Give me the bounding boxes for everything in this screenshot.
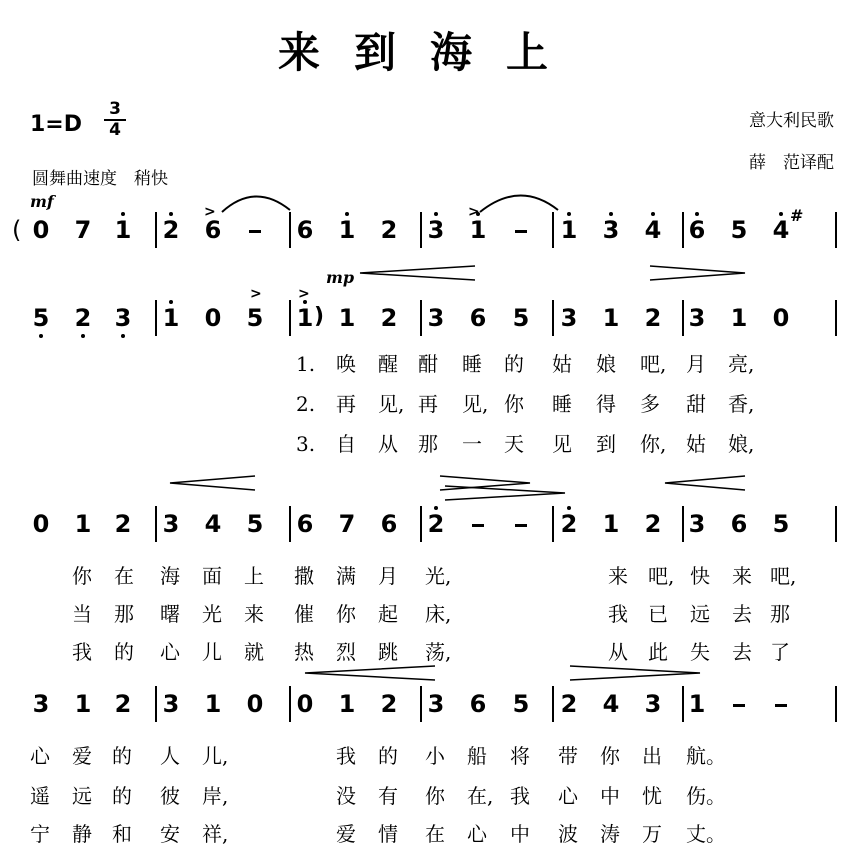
note: 3 [560, 304, 578, 332]
lyric-syllable: 安 [160, 822, 180, 846]
note: 3 [427, 216, 445, 244]
time-signature-top: 3 [109, 99, 121, 119]
lyric-syllable: 的 [112, 744, 132, 768]
lyric-syllable: 我 [510, 784, 530, 808]
tempo-marking: 圆舞曲速度 稍快 [32, 169, 168, 189]
note: 6 [296, 510, 314, 538]
lyric-syllable: 吧, [648, 564, 675, 588]
lyric-syllable: 了 [770, 640, 790, 664]
note: 3 [162, 690, 180, 718]
lyric-syllable: 爱 [336, 822, 356, 846]
note: 5 [32, 304, 50, 332]
lyric-syllable: 酣 [418, 352, 438, 376]
lyric-syllable: 在 [425, 822, 445, 846]
crescendo-4 [305, 666, 435, 680]
note: 2 [380, 216, 398, 244]
note: 0 [246, 690, 264, 718]
lyric-syllable: 见, [378, 392, 405, 416]
note: 4 [602, 690, 620, 718]
lyric-syllable: 海 [160, 564, 180, 588]
key-signature: 1=D [30, 112, 83, 137]
lyric-syllable: 你 [72, 564, 92, 588]
lyric-syllable: 来 [732, 564, 752, 588]
lyric-syllable: 宁 [30, 822, 50, 846]
lyric-syllable: 情 [378, 822, 398, 846]
lyric-syllable: 姑 [686, 432, 706, 456]
lyric-syllable: 来 [244, 602, 264, 626]
lyric-syllable: 在 [114, 564, 134, 588]
note: 3 [427, 304, 445, 332]
lyric-syllable: 心 [467, 822, 487, 846]
decrescendo-1 [650, 266, 745, 280]
note: 4 [644, 216, 662, 244]
lyric-syllable: 催 [294, 602, 314, 626]
lyric-syllable: 曙 [160, 602, 180, 626]
lyric-syllable: 将 [510, 744, 530, 768]
lyric-syllable: 当 [72, 602, 92, 626]
lyric-syllable: 失 [690, 640, 710, 664]
lyric-syllable: 自 [336, 432, 356, 456]
lyric-syllable: 烈 [336, 640, 356, 664]
note: 1 [74, 690, 92, 718]
note: 1 [296, 304, 314, 332]
lyric-syllable: 的 [504, 352, 524, 376]
lyric-syllable: 涛 [600, 822, 620, 846]
time-signature-bottom: 4 [109, 120, 121, 140]
crescendo-1 [360, 266, 475, 280]
lyric-syllable: 遥 [30, 784, 50, 808]
lyric-syllable: 我 [72, 640, 92, 664]
lyric-syllable: 忧 [642, 784, 662, 808]
lyric-syllable: 天 [504, 432, 524, 456]
lyric-syllable: 来 [608, 564, 628, 588]
note: 6 [469, 690, 487, 718]
lyric-syllable: 快 [690, 564, 710, 588]
lyric-syllable: 远 [72, 784, 92, 808]
lyric-syllable: 万 [642, 822, 662, 846]
lyric-syllable: 祥, [202, 822, 229, 846]
note: 3 [427, 690, 445, 718]
lyric-syllable: 中 [600, 784, 620, 808]
note: 1 [602, 304, 620, 332]
lyric-syllable: 儿, [202, 744, 229, 768]
slur-2 [480, 195, 558, 212]
lyric-syllable: 去 [732, 602, 752, 626]
note: 2 [74, 304, 92, 332]
lyric-syllable: 你 [336, 602, 356, 626]
lyric-syllable: 彼 [160, 784, 180, 808]
note: 3 [162, 510, 180, 538]
dynamic-mp: mp [326, 268, 355, 287]
note: 2 [380, 304, 398, 332]
lyric-syllable: 荡, [425, 640, 452, 664]
lyric-syllable: 月 [686, 352, 706, 376]
note: 1 [730, 304, 748, 332]
lyric-syllable: 那 [418, 432, 438, 456]
note: 1 [469, 216, 487, 244]
note: 1 [338, 216, 356, 244]
lyric-syllable: 在, [467, 784, 494, 808]
intro-open-paren: ( [12, 216, 22, 244]
lyric-syllable: 多 [640, 392, 660, 416]
slur-1 [222, 196, 290, 212]
lyric-syllable: 撒 [294, 564, 314, 588]
lyric-syllable: 光, [425, 564, 452, 588]
note: 1 [338, 690, 356, 718]
note: 0 [772, 304, 790, 332]
lyric-syllable: 你 [425, 784, 445, 808]
accent-mark: > [204, 204, 216, 220]
note: 2 [560, 690, 578, 718]
lyric-syllable: 那 [114, 602, 134, 626]
lyric-syllable: 1. [296, 352, 316, 376]
lyric-syllable: 那 [770, 602, 790, 626]
note: 6 [380, 510, 398, 538]
lyric-syllable: 睡 [552, 392, 572, 416]
lyric-syllable: 有 [378, 784, 398, 808]
lyric-syllable: 带 [558, 744, 578, 768]
note: 2 [644, 304, 662, 332]
lyric-syllable: 伤。 [686, 784, 726, 808]
lyric-syllable: 床, [425, 602, 452, 626]
lyric-syllable: 2. [296, 392, 316, 416]
lyric-syllable: 的 [112, 784, 132, 808]
lyric-syllable: 静 [72, 822, 92, 846]
crescendo-3 [665, 476, 745, 490]
lyric-syllable: 从 [608, 640, 628, 664]
note: 5 [246, 510, 264, 538]
note: 2 [114, 510, 132, 538]
note: 6 [730, 510, 748, 538]
note: 1 [114, 216, 132, 244]
lyric-syllable: 儿 [202, 640, 222, 664]
lyric-syllable: 已 [648, 602, 668, 626]
lyric-syllable: 唤 [336, 352, 356, 376]
song-origin: 意大利民歌 [749, 111, 834, 131]
lyric-syllable: 丈。 [686, 822, 726, 846]
lyric-syllable: 娘, [728, 432, 755, 456]
lyric-syllable: 人 [160, 744, 180, 768]
note: 2 [380, 690, 398, 718]
note: 1 [338, 304, 356, 332]
decrescendo-4 [570, 666, 700, 680]
lyric-syllable: 和 [112, 822, 132, 846]
lyric-syllable: 得 [596, 392, 616, 416]
lyric-syllable: 娘 [596, 352, 616, 376]
lyric-syllable: 你 [600, 744, 620, 768]
note: 5 [772, 510, 790, 538]
song-title: 来到海上 [277, 28, 582, 77]
note: 6 [296, 216, 314, 244]
note: 6 [204, 216, 222, 244]
note: 0 [32, 510, 50, 538]
note: 5 [730, 216, 748, 244]
note: 4 [204, 510, 222, 538]
dynamic-mf: mf [30, 192, 54, 211]
lyric-syllable: 你, [640, 432, 667, 456]
note: 3 [688, 304, 706, 332]
lyric-syllable: 见, [462, 392, 489, 416]
crescendo-2 [170, 476, 255, 490]
lyric-syllable: 3. [296, 432, 316, 456]
lyric-syllable: 面 [202, 564, 222, 588]
lyric-syllable: 吧, [640, 352, 667, 376]
lyric-syllable: 心 [558, 784, 578, 808]
lyric-syllable: 满 [336, 564, 356, 588]
lyric-syllable: 醒 [378, 352, 398, 376]
lyric-syllable: 我 [608, 602, 628, 626]
note: 0 [296, 690, 314, 718]
lyric-syllable: 起 [378, 602, 398, 626]
lyric-syllable: 从 [378, 432, 398, 456]
lyric-syllable: 月 [378, 564, 398, 588]
lyric-syllable: 上 [244, 564, 264, 588]
lyric-syllable: 没 [336, 784, 356, 808]
note: 7 [338, 510, 356, 538]
note: 1 [560, 216, 578, 244]
note: 1 [162, 304, 180, 332]
note: 0 [204, 304, 222, 332]
note: 3 [114, 304, 132, 332]
note: 3 [32, 690, 50, 718]
arranger-credit: 薛 范译配 [749, 153, 834, 173]
lyric-syllable: 去 [732, 640, 752, 664]
accent-mark: > [468, 204, 480, 220]
lyric-syllable: 船 [467, 744, 487, 768]
sharp-mark: # [790, 206, 804, 225]
lyric-syllable: 心 [160, 640, 180, 664]
note: 6 [688, 216, 706, 244]
note: 2 [162, 216, 180, 244]
lyric-syllable: 一 [462, 432, 482, 456]
intro-close-paren: ) [314, 304, 325, 329]
note: 1 [602, 510, 620, 538]
lyric-syllable: 再 [336, 392, 356, 416]
note: 2 [114, 690, 132, 718]
lyric-syllable: 远 [690, 602, 710, 626]
lyric-syllable: 吧, [770, 564, 797, 588]
lyric-syllable: 爱 [72, 744, 92, 768]
lyric-syllable: 我 [336, 744, 356, 768]
lyric-syllable: 中 [510, 822, 530, 846]
lyric-syllable: 见 [552, 432, 572, 456]
note: 2 [560, 510, 578, 538]
note: 2 [427, 510, 445, 538]
lyric-syllable: 就 [244, 640, 264, 664]
lyric-syllable: 香, [728, 392, 755, 416]
lyric-syllable: 小 [425, 744, 445, 768]
lyric-syllable: 甜 [686, 392, 706, 416]
lyric-syllable: 心 [30, 744, 50, 768]
lyric-syllable: 航。 [686, 744, 726, 768]
lyric-syllable: 波 [558, 822, 578, 846]
accent-mark: > [298, 286, 310, 302]
lyric-syllable: 此 [648, 640, 668, 664]
lyric-syllable: 跳 [378, 640, 398, 664]
note: 5 [246, 304, 264, 332]
note: 3 [644, 690, 662, 718]
note: 6 [469, 304, 487, 332]
lyric-syllable: 的 [378, 744, 398, 768]
accent-mark: > [250, 286, 262, 302]
lyric-syllable: 出 [642, 744, 662, 768]
note: 3 [688, 510, 706, 538]
lyric-syllable: 到 [596, 432, 616, 456]
lyric-syllable: 姑 [552, 352, 572, 376]
lyric-syllable: 你 [504, 392, 524, 416]
note: 1 [74, 510, 92, 538]
note: 2 [644, 510, 662, 538]
lyric-syllable: 再 [418, 392, 438, 416]
lyric-syllable: 热 [294, 640, 314, 664]
lyric-syllable: 睡 [462, 352, 482, 376]
note: 3 [602, 216, 620, 244]
lyric-syllable: 岸, [202, 784, 229, 808]
lyric-syllable: 亮, [728, 352, 755, 376]
note: 7 [74, 216, 92, 244]
note: 5 [512, 304, 530, 332]
note: 4 [772, 216, 790, 244]
note: 0 [32, 216, 50, 244]
note: 1 [688, 690, 706, 718]
note: 5 [512, 690, 530, 718]
lyric-syllable: 的 [114, 640, 134, 664]
lyric-syllable: 光 [202, 602, 222, 626]
note: 1 [204, 690, 222, 718]
